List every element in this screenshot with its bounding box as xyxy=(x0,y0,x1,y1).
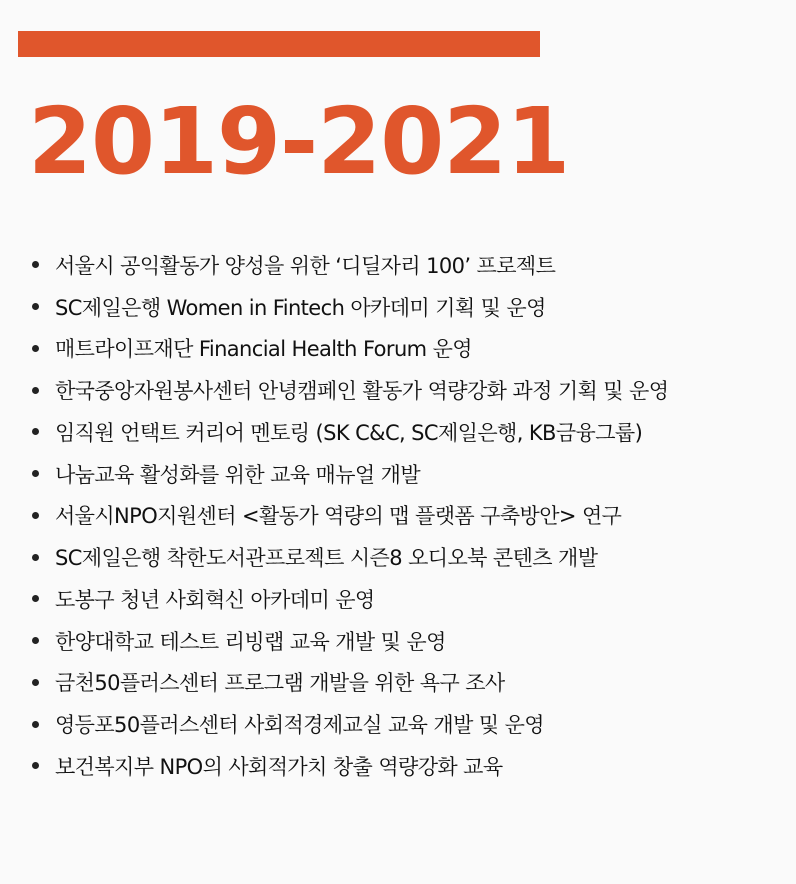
bullet-icon xyxy=(32,554,39,561)
list-item xyxy=(30,244,790,286)
bullet-icon xyxy=(32,721,39,728)
bullet-icon xyxy=(32,261,39,268)
bullet-icon xyxy=(32,303,39,310)
list-item xyxy=(30,411,790,453)
bullet-icon xyxy=(32,428,39,435)
list-item-text: 한양대학교 테스트 리빙랩 교육 개발 및 운영 xyxy=(55,629,446,654)
bullet-icon xyxy=(32,595,39,602)
accent-bar xyxy=(18,31,540,57)
list-item-text: 매트라이프재단 Financial Health Forum 운영 xyxy=(55,337,472,362)
list-item xyxy=(30,662,790,704)
list-item-text: 도봉구 청년 사회혁신 아카데미 운영 xyxy=(55,587,375,612)
bullet-icon xyxy=(32,637,39,644)
list-item-text: SC제일은행 Women in Fintech 아카데미 기획 및 운영 xyxy=(55,295,546,320)
list-item xyxy=(30,453,790,495)
list-item-text: 보건복지부 NPO의 사회적가치 창출 역량강화 교육 xyxy=(55,754,503,779)
year-range-title: 2019-2021 xyxy=(28,88,570,195)
list-item-text: 서울시NPO지원센터 <활동가 역량의 맵 플랫폼 구축방안> 연구 xyxy=(55,504,622,529)
list-item-text: 한국중앙자원봉사센터 안녕캠페인 활동가 역량강화 과정 기획 및 운영 xyxy=(55,379,669,404)
list-item xyxy=(30,495,790,537)
bullet-icon xyxy=(32,387,39,394)
list-item xyxy=(30,328,790,370)
list-item xyxy=(30,578,790,620)
bullet-icon xyxy=(32,512,39,519)
list-item-text: SC제일은행 착한도서관프로젝트 시즌8 오디오북 콘텐츠 개발 xyxy=(55,546,598,571)
bullet-icon xyxy=(32,470,39,477)
bullet-icon xyxy=(32,345,39,352)
list-item-text: 나눔교육 활성화를 위한 교육 매뉴얼 개발 xyxy=(55,462,421,487)
list-item-text: 서울시 공익활동가 양성을 위한 ‘디딜자리 100’ 프로젝트 xyxy=(55,253,556,278)
list-item xyxy=(30,369,790,411)
list-item xyxy=(30,286,790,328)
list-item-text: 금천50플러스센터 프로그램 개발을 위한 욕구 조사 xyxy=(55,671,505,696)
bullet-icon xyxy=(32,762,39,769)
list-item-text: 영등포50플러스센터 사회적경제교실 교육 개발 및 운영 xyxy=(55,713,544,738)
activity-list xyxy=(30,244,790,787)
list-item xyxy=(30,620,790,662)
bullet-icon xyxy=(32,679,39,686)
list-item xyxy=(30,745,790,787)
list-item xyxy=(30,536,790,578)
list-item xyxy=(30,703,790,745)
list-item-text: 임직원 언택트 커리어 멘토링 (SK C&C, SC제일은행, KB금융그룹) xyxy=(55,420,643,445)
